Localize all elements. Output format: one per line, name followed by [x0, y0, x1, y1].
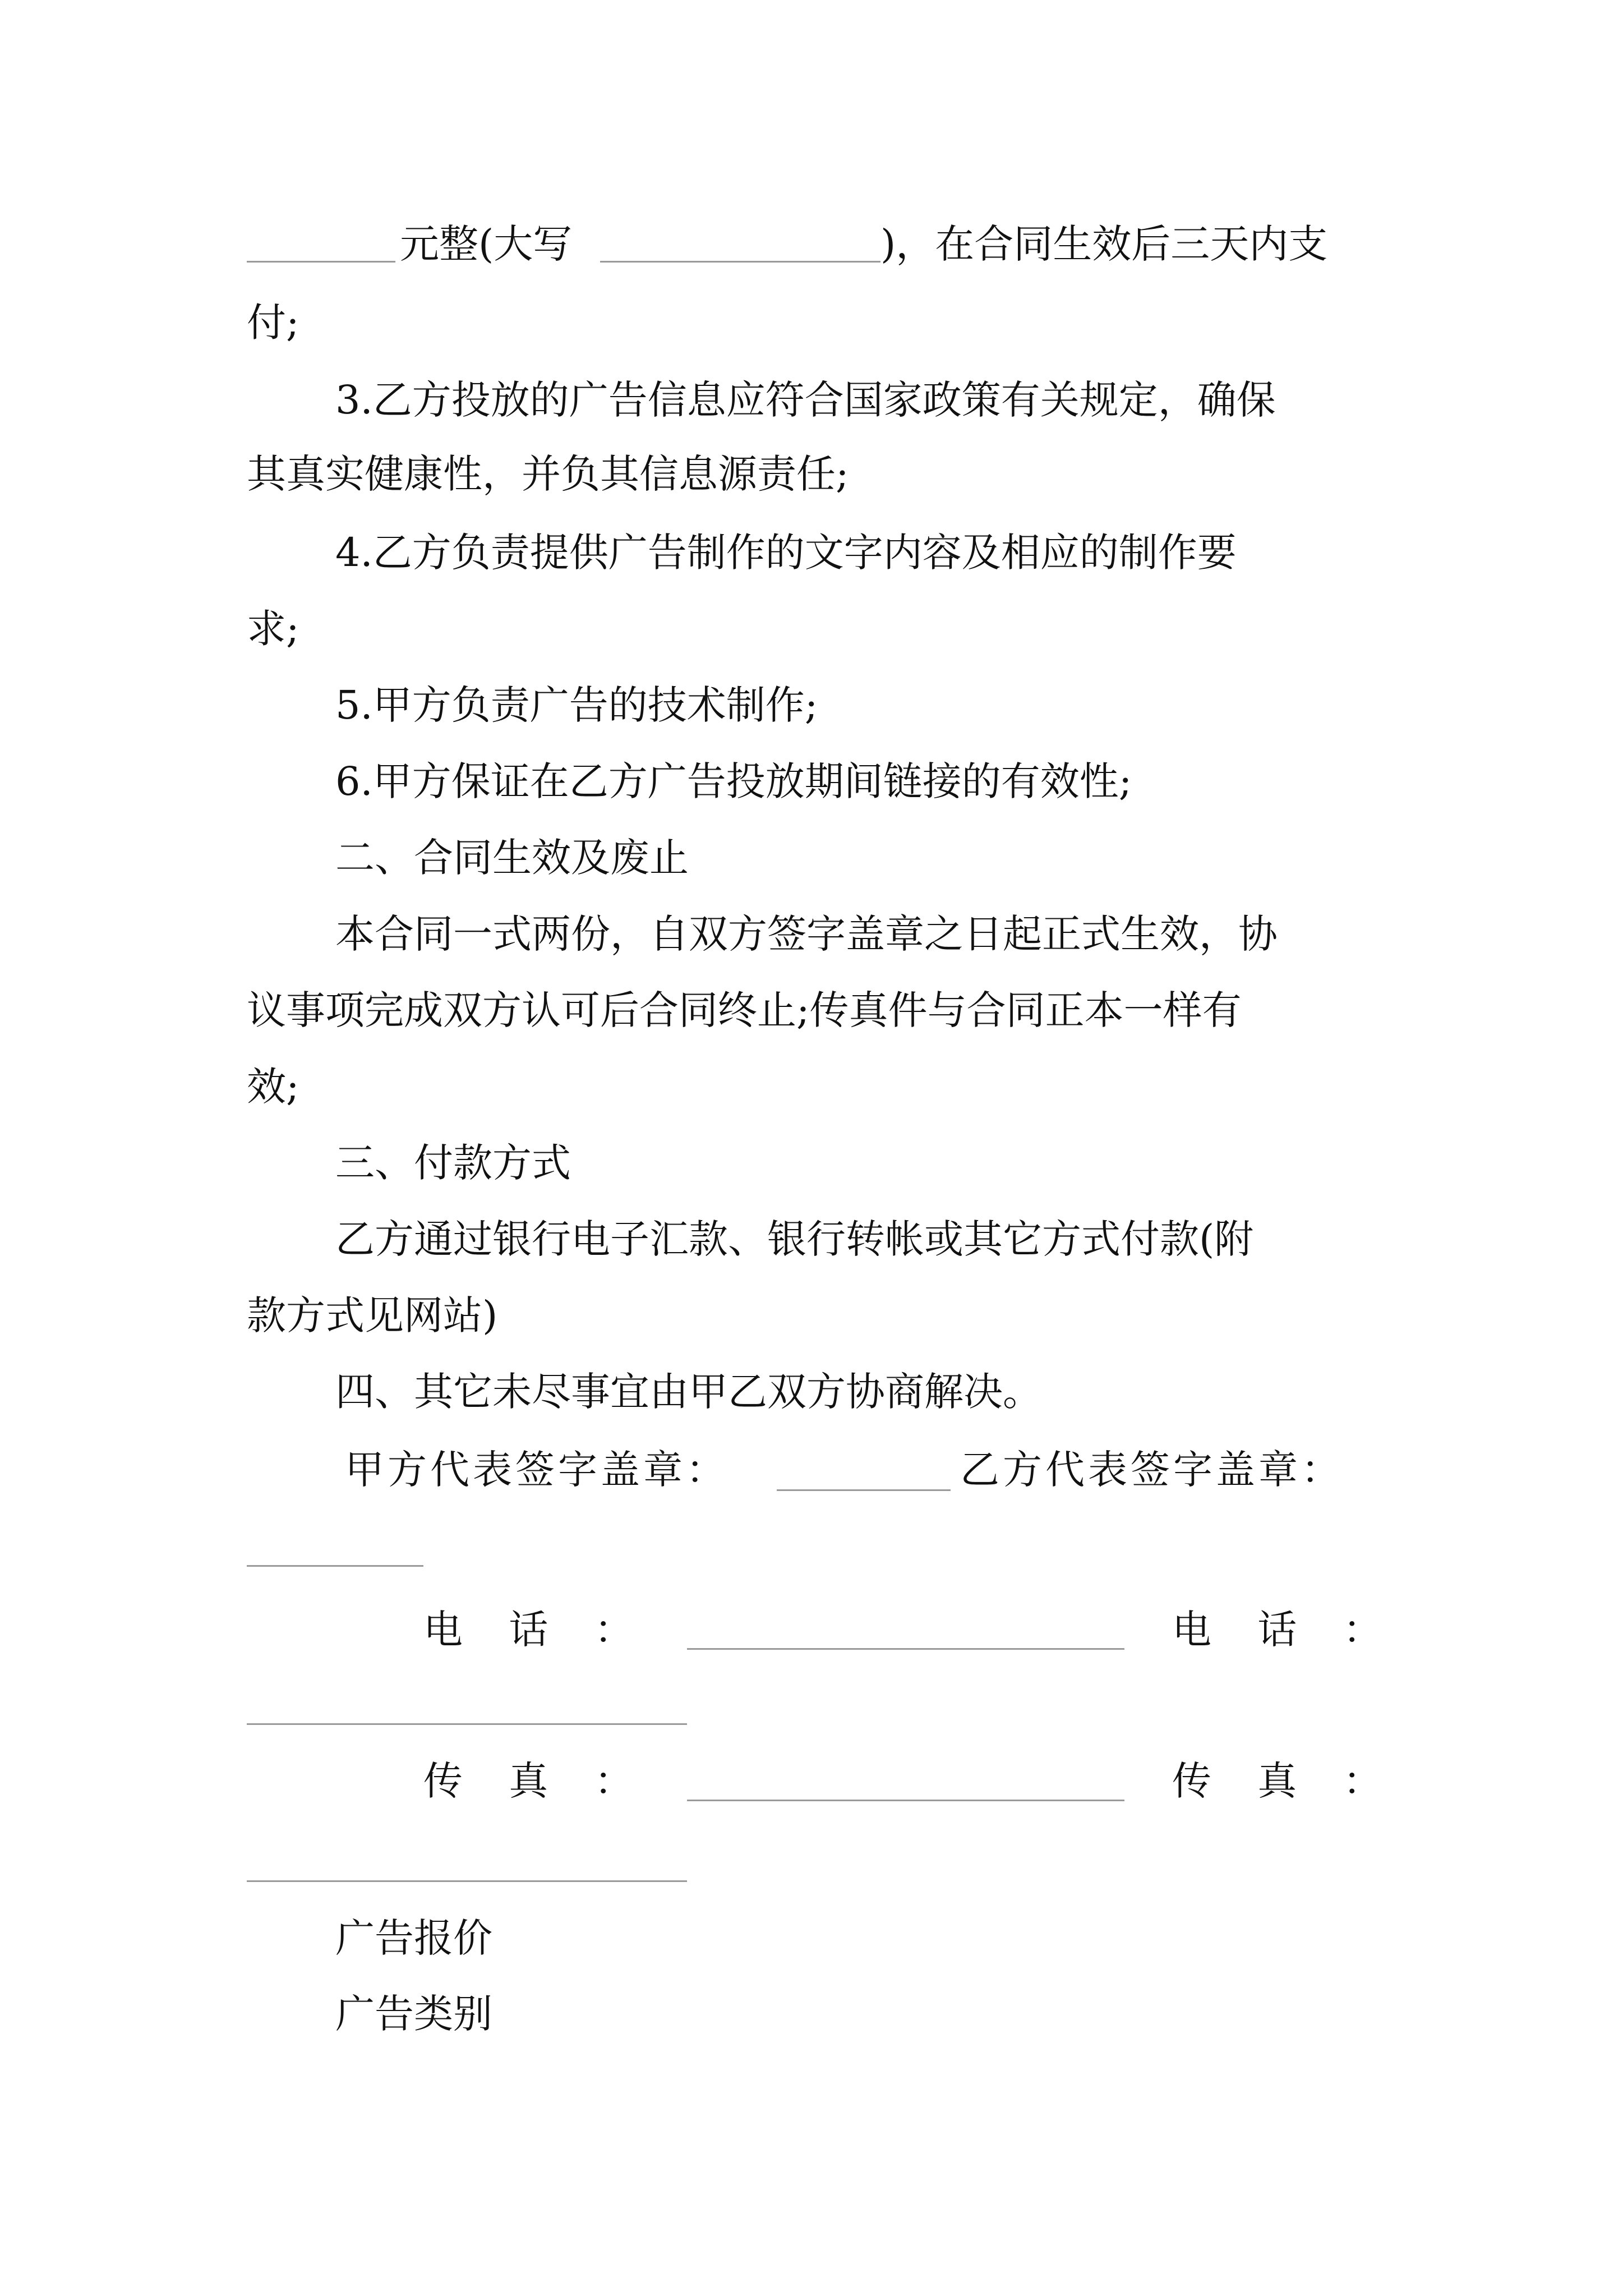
party-a-fax-label: 传 真 ： [423, 1758, 634, 1804]
ad-quote-heading: 广告报价 [335, 1915, 492, 1961]
amount-blank [247, 261, 395, 263]
party-a-signature-label: 甲方代表签字盖章： [345, 1447, 728, 1493]
paragraph-line: 乙方通过银行电子汇款、银行转帐或其它方式付款(附 [335, 1216, 1254, 1262]
party-a-signature-blank[interactable] [777, 1489, 951, 1491]
party-a-fax-blank[interactable] [687, 1800, 1124, 1801]
party-b-signature-blank[interactable] [247, 1565, 423, 1567]
section-heading-2: 二、合同生效及废止 [335, 835, 689, 881]
amount-text: 元整(大写 [400, 221, 573, 267]
amount-uppercase-blank [600, 261, 880, 263]
section-heading-3: 三、付款方式 [335, 1140, 571, 1186]
paragraph-line: 求; [247, 606, 299, 652]
paragraph-line: 其真实健康性，并负其信息源责任; [247, 451, 849, 497]
paragraph-line: 款方式见网站) [247, 1292, 498, 1338]
clause-3: 3.乙方投放的广告信息应符合国家政策有关规定，确保 [335, 377, 1276, 423]
party-b-phone-blank[interactable] [247, 1723, 687, 1725]
paragraph-line: 效; [247, 1064, 299, 1110]
party-a-phone-label: 电 话 ： [423, 1607, 634, 1653]
party-b-fax-label: 传 真 ： [1172, 1758, 1382, 1804]
payment-terms-text: )，在合同生效后三天内支 [880, 221, 1328, 267]
party-b-fax-blank[interactable] [247, 1880, 687, 1882]
party-b-phone-label: 电 话 ： [1172, 1607, 1382, 1653]
clause-5: 5.甲方负责广告的技术制作; [335, 682, 818, 728]
paragraph-line: 付; [247, 300, 299, 346]
section-heading-4: 四、其它未尽事宜由甲乙双方协商解决。 [335, 1369, 1042, 1415]
paragraph-line: 议事项完成双方认可后合同终止;传真件与合同正本一样有 [247, 987, 1242, 1033]
ad-category-heading: 广告类别 [335, 1991, 492, 2037]
paragraph-line: 本合同一式两份，自双方签字盖章之日起正式生效，协 [335, 911, 1278, 957]
clause-6: 6.甲方保证在乙方广告投放期间链接的有效性; [335, 758, 1132, 804]
clause-4: 4.乙方负责提供广告制作的文字内容及相应的制作要 [335, 530, 1237, 576]
party-a-phone-blank[interactable] [687, 1648, 1124, 1650]
party-b-signature-label: 乙方代表签字盖章： [960, 1447, 1344, 1493]
